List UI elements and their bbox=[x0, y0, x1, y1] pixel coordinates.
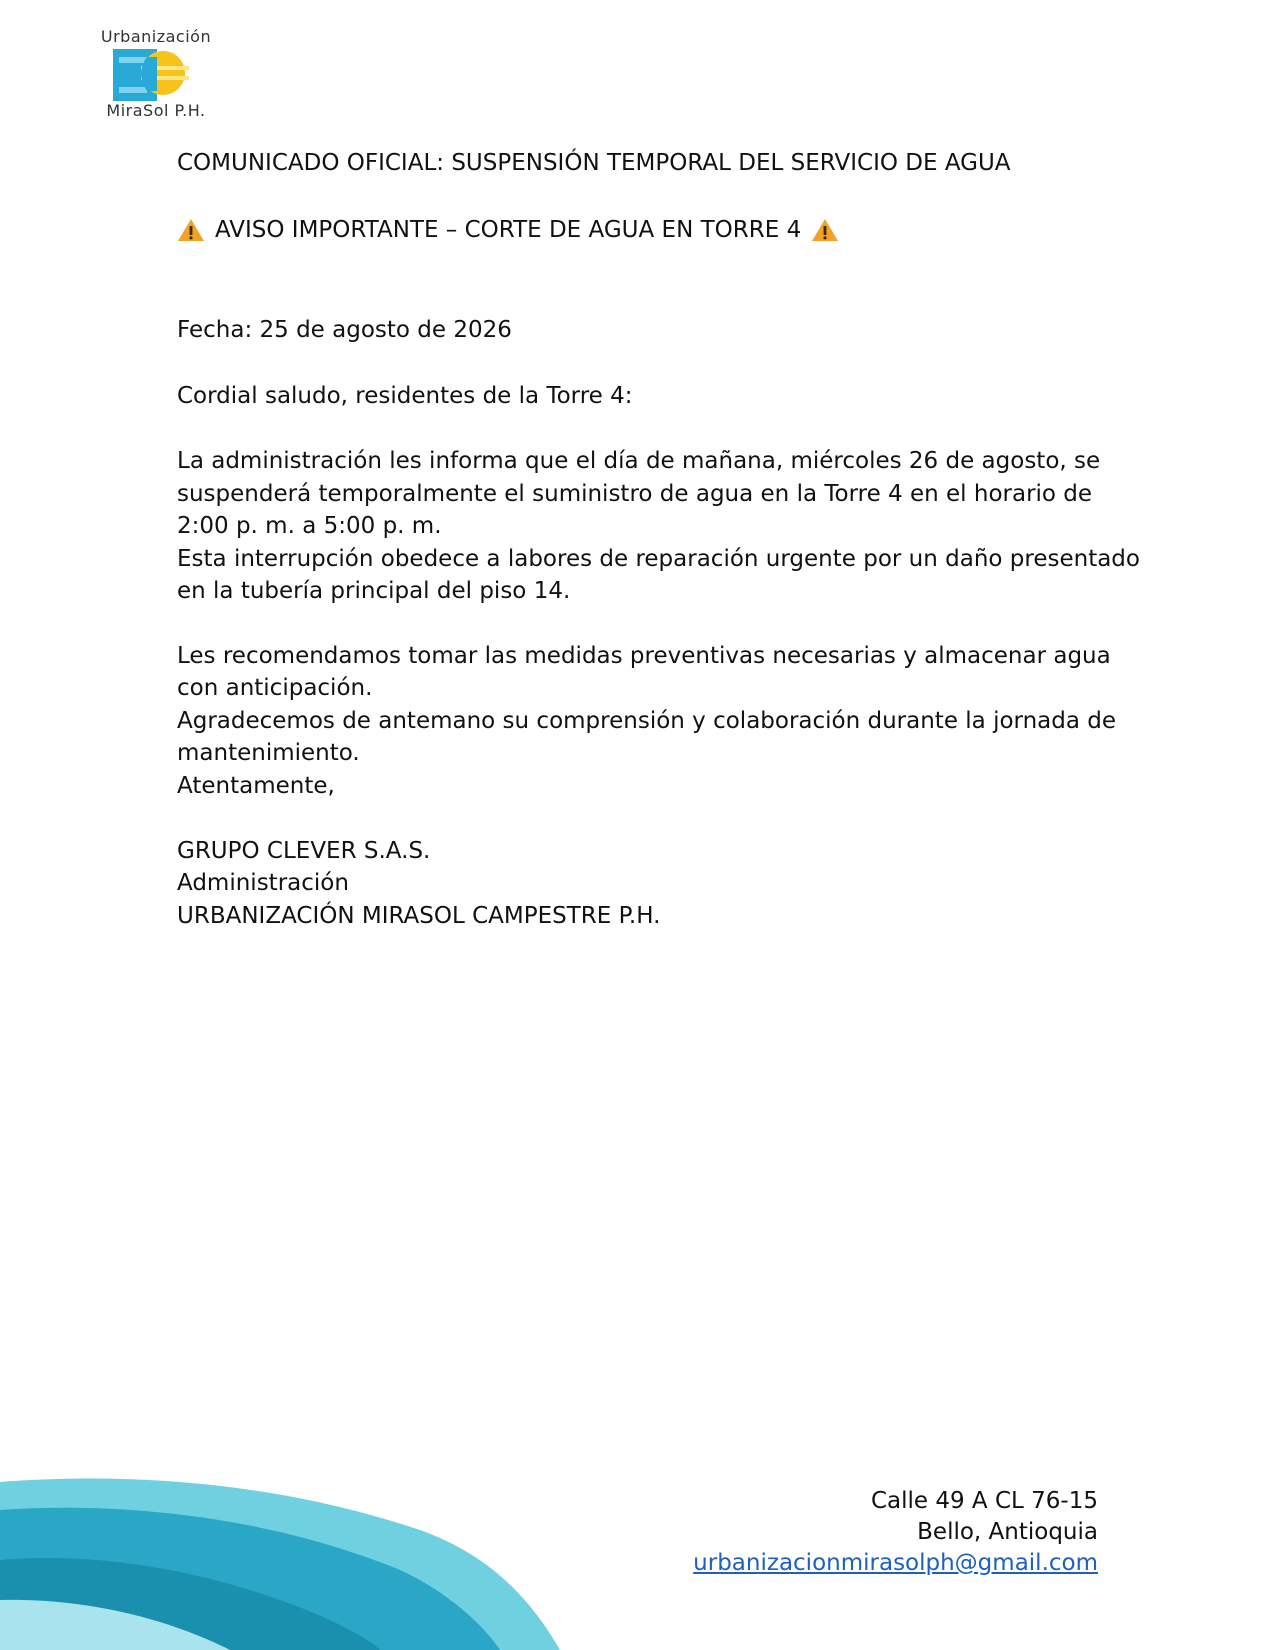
document-title: COMUNICADO OFICIAL: SUSPENSIÓN TEMPORAL DEL SERVICIO DE AGUA bbox=[177, 150, 1011, 176]
body-line: mantenimiento. bbox=[177, 740, 360, 766]
closing: Atentamente, bbox=[177, 773, 335, 799]
notice-line bbox=[177, 214, 839, 246]
logo-emblem-icon bbox=[113, 49, 199, 101]
footer-city: Bello, Antioquia bbox=[917, 1519, 1098, 1545]
greeting: Cordial saludo, residentes de la Torre 4: bbox=[177, 383, 633, 409]
logo-bottom-text: MiraSol P.H. bbox=[106, 101, 206, 120]
date-line: Fecha: 25 de agosto de 2026 bbox=[177, 317, 512, 343]
body-line: suspenderá temporalmente el suministro de agua en la Torre 4 en el horario de bbox=[177, 481, 1093, 507]
body-line: Esta interrupción obedece a labores de reparación urgente por un daño presentado bbox=[177, 546, 1140, 572]
body-line: Agradecemos de antemano su comprensión y colaboración durante la jornada de bbox=[177, 708, 1117, 734]
logo-top-text: Urbanización bbox=[100, 27, 212, 46]
logo bbox=[85, 25, 227, 123]
footer-email-link[interactable]: urbanizacionmirasolph@gmail.com bbox=[693, 1550, 1098, 1576]
signature-organization: URBANIZACIÓN MIRASOL CAMPESTRE P.H. bbox=[177, 903, 661, 929]
notice-text: AVISO IMPORTANTE – CORTE DE AGUA EN TORRE 4 bbox=[215, 217, 802, 243]
body-line: en la tubería principal del piso 14. bbox=[177, 578, 571, 604]
body-line: con anticipación. bbox=[177, 675, 373, 701]
footer-address: Calle 49 A CL 76-15 bbox=[870, 1488, 1098, 1514]
signature-company: GRUPO CLEVER S.A.S. bbox=[177, 838, 431, 864]
body-line: 2:00 p. m. a 5:00 p. m. bbox=[177, 513, 442, 539]
signature-role: Administración bbox=[177, 870, 349, 896]
footer-contact bbox=[693, 1486, 1098, 1579]
body-line: La administración les informa que el día de mañana, miércoles 26 de agosto, se bbox=[177, 448, 1101, 474]
warning-icon bbox=[811, 218, 839, 242]
warning-icon bbox=[177, 218, 205, 242]
body-line: Les recomendamos tomar las medidas preventivas necesarias y almacenar agua bbox=[177, 643, 1111, 669]
